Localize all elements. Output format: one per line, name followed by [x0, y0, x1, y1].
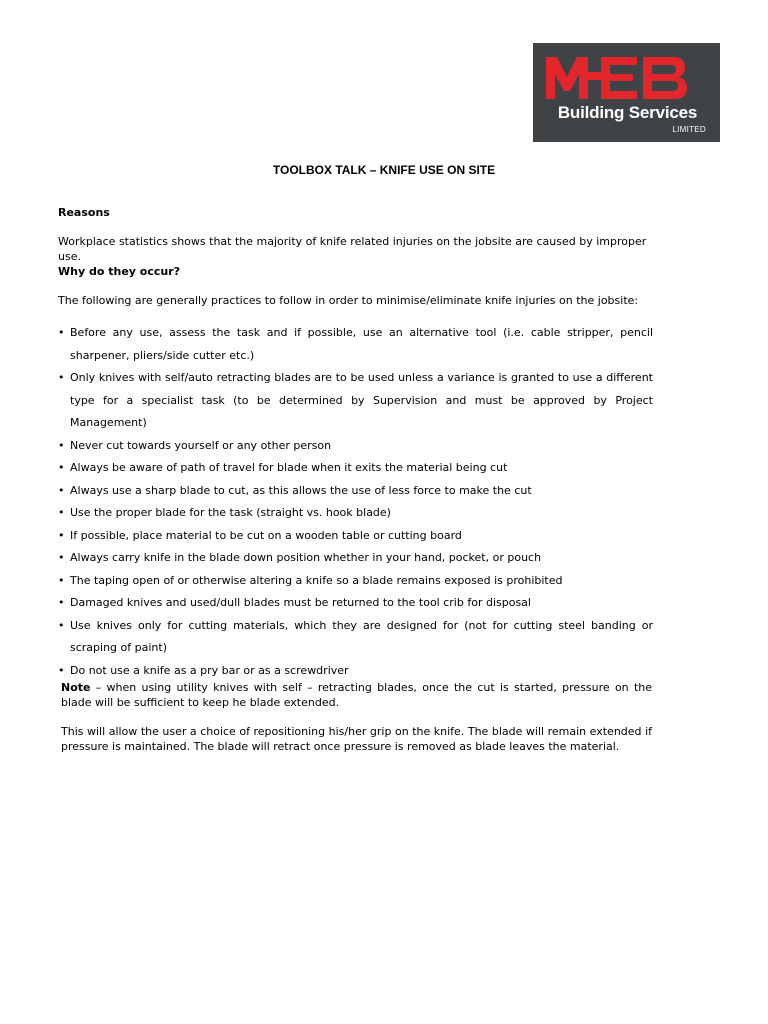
list-item — [58, 547, 653, 570]
bullet-dot: • — [58, 371, 65, 384]
list-item-text: Use knives only for cutting materials, which they are designed for (not for cutting steel banding or scraping of paint) — [70, 618, 653, 654]
list-item-text: Do not use a knife as a pry bar or as a screwdriver — [70, 663, 349, 677]
intro-text: The following are generally practices to follow in order to minimise/eliminate knife injuries on the jobsite: — [58, 294, 639, 307]
list-item — [58, 660, 653, 683]
bullet-dot: • — [58, 551, 65, 564]
document-title: TOOLBOX TALK – KNIFE USE ON SITE — [272, 163, 496, 177]
list-item — [58, 570, 653, 593]
list-item-text: Use the proper blade for the task (straight vs. hook blade) — [70, 506, 391, 519]
list-item-text: Never cut towards yourself or any other person — [70, 438, 332, 452]
list-item — [58, 615, 653, 660]
note-text: – when using utility knives with self – retracting blades, once the cut is started, pressure on the blade will be sufficient to keep he blade extended. — [61, 681, 652, 709]
list-item-text: Always use a sharp blade to cut, as this allows the use of less force to make the cut — [70, 483, 532, 497]
list-item — [58, 592, 653, 615]
bullet-dot: • — [58, 438, 65, 452]
list-item-text: If possible, place material to be cut on a wooden table or cutting board — [70, 528, 462, 542]
bullet-dot: • — [58, 506, 65, 519]
bullet-dot: • — [58, 326, 65, 339]
why-heading: Why do they occur? — [58, 265, 181, 278]
bullet-dot: • — [58, 528, 65, 542]
bullet-dot: • — [58, 618, 65, 632]
closing-paragraph: This will allow the user a choice of repositioning his/her grip on the knife. The blade will remain extended if pressure is maintained. The blade will retract once pressure is removed as blade leaves the material. — [61, 725, 652, 753]
list-item-text: Always be aware of path of travel for blade when it exits the material being cut — [70, 461, 508, 474]
list-item-text: The taping open of or otherwise altering a knife so a blade remains exposed is prohibited — [70, 573, 563, 587]
list-item-text: Only knives with self/auto retracting blades are to be used unless a variance is granted to use a different type for a specialist task (to be determined by Supervision and must be approved by Project Management) — [70, 371, 653, 429]
list-item — [58, 435, 653, 458]
list-item-text: Always carry knife in the blade down position whether in your hand, pocket, or pouch — [70, 551, 542, 564]
list-item — [58, 322, 653, 367]
note-paragraph — [61, 680, 652, 710]
bullet-dot: • — [58, 596, 65, 609]
reasons-heading: Reasons — [58, 206, 110, 219]
bullet-dot: • — [58, 461, 65, 474]
list-item — [58, 457, 653, 480]
bullet-dot: • — [58, 483, 65, 497]
list-item — [58, 367, 653, 435]
list-item — [58, 480, 653, 503]
note-label: Note — [61, 681, 91, 694]
list-item-text: Damaged knives and used/dull blades must be returned to the tool crib for disposal — [70, 596, 531, 609]
list-item — [58, 502, 653, 525]
list-item-text: Before any use, assess the task and if possible, use an alternative tool (i.e. cable stripper, pencil sharpener, pliers/side cutter etc.) — [70, 326, 653, 362]
practices-list — [58, 322, 653, 682]
logo-limited: LIMITED — [672, 125, 706, 134]
list-item — [58, 525, 653, 548]
logo-company-name: Building Services — [557, 103, 698, 122]
bullet-dot: • — [58, 573, 65, 587]
company-logo — [533, 43, 720, 142]
reasons-text: Workplace statistics shows that the majority of knife related injuries on the jobsite are caused by improper use. — [58, 235, 647, 263]
bullet-dot: • — [58, 663, 65, 677]
